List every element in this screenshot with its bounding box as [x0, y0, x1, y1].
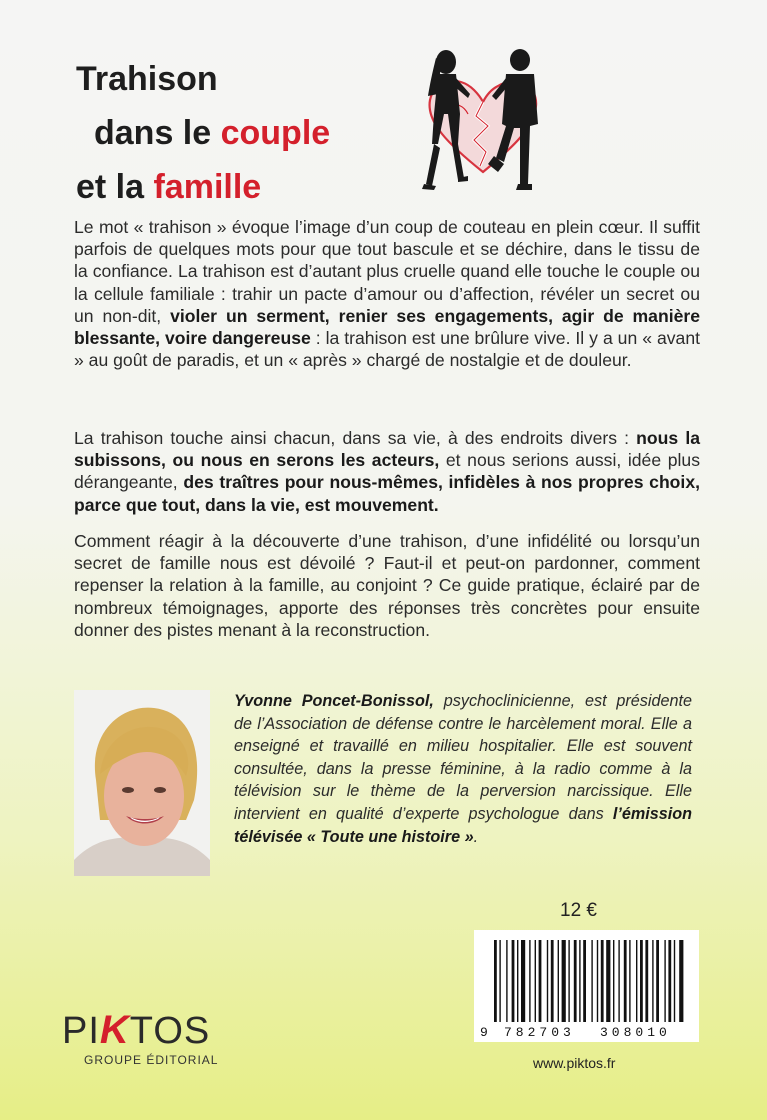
logo-k: K [99, 1008, 130, 1052]
publisher-url[interactable]: www.piktos.fr [533, 1055, 616, 1071]
paragraph-second [74, 427, 700, 516]
price: 12 € [560, 900, 597, 921]
title-couple: couple [220, 114, 331, 152]
author-portrait [74, 690, 210, 876]
book-title [76, 52, 330, 214]
paragraph-intro [74, 216, 700, 371]
barcode [474, 930, 699, 1042]
p2-bold-d: des traîtres pour nous-mêmes, infidèles à nos propres choix, parce que tout, dans la vie, est mouvement. [74, 472, 700, 515]
title-famille: famille [153, 168, 262, 206]
logo-pi: PI [62, 1010, 100, 1052]
barcode-digits-left: 782703 [504, 1025, 575, 1040]
publisher-logo [62, 1010, 222, 1074]
author-photo-icon [74, 690, 210, 876]
bio-tv-show: l’émission télévisée « Toute une histoire » [234, 804, 692, 846]
title-line-3 [76, 160, 330, 214]
bio-text-c: . [473, 827, 479, 846]
p2-text-c: et nous serions aussi, idée plus dérangeante, [74, 450, 701, 493]
title-line-1: Trahison [76, 60, 218, 98]
author-name: Yvonne Poncet-Bonissol, [234, 692, 434, 710]
barcode-icon [474, 930, 699, 1025]
barcode-number [474, 1025, 699, 1041]
author-bio [234, 690, 692, 848]
title-line-2 [76, 106, 330, 160]
barcode-digits-right: 308010 [600, 1025, 671, 1040]
title-et-la: et la [76, 168, 154, 206]
couple-broken-heart-illustration [408, 44, 558, 196]
title-dans-le: dans le [94, 114, 221, 152]
p2-text-a: La trahison touche ainsi chacun, dans sa vie, à des endroits divers : [74, 428, 637, 448]
bio-text-a: psychoclinicienne, est présidente de l’Association de défense contre le harcèlement moral. Elle a enseigné et travaillé en milieu hospitalier. Elle est souvent consultée, dans la presse féminine, à la radio comme à la télévision sur le thème de la perversion narcissique. Elle intervient en qualité d’experte psychologue dans [234, 692, 692, 823]
p1-text-a: Le mot « trahison » évoque l’image d’un coup de couteau en plein cœur. Il suffit parfois de quelques mots pour que tout bascule et se déchire, dans le tissu de la confiance. La trahison est d’autant plus cruelle quand elle touche le couple ou la cellule familiale : trahir un pacte d’amour ou d’affection, révéler un secret ou un non-dit, [74, 217, 700, 326]
p2-bold-b: nous la subissons, ou nous en serons les acteurs, [74, 428, 701, 471]
logo-tos: TOS [129, 1010, 211, 1052]
p1-bold: violer un serment, renier ses engagements, agir de manière blessante, voire dangereuse [74, 305, 701, 349]
barcode-digit-first: 9 [480, 1025, 488, 1040]
p1-text-c: : la trahison est une brûlure vive. Il y a un « avant » au goût de paradis, et un « après » chargé de nostalgie et de douleur. [74, 328, 701, 371]
publisher-logo-text [62, 1010, 210, 1051]
publisher-subtitle: GROUPE ÉDITORIAL [84, 1053, 219, 1067]
paragraph-third: Comment réagir à la découverte d’une trahison, d’une infidélité ou lorsqu’un secret de famille nous est dévoilé ? Faut-il et peut-on pardonner, comment repenser la relation à la famille, au conjoint ? Ce guide pratique, éclairé par de nombreux témoignages, apporte des réponses très concrètes pour ensuite donner des pistes menant à la reconstruction. [74, 531, 700, 640]
